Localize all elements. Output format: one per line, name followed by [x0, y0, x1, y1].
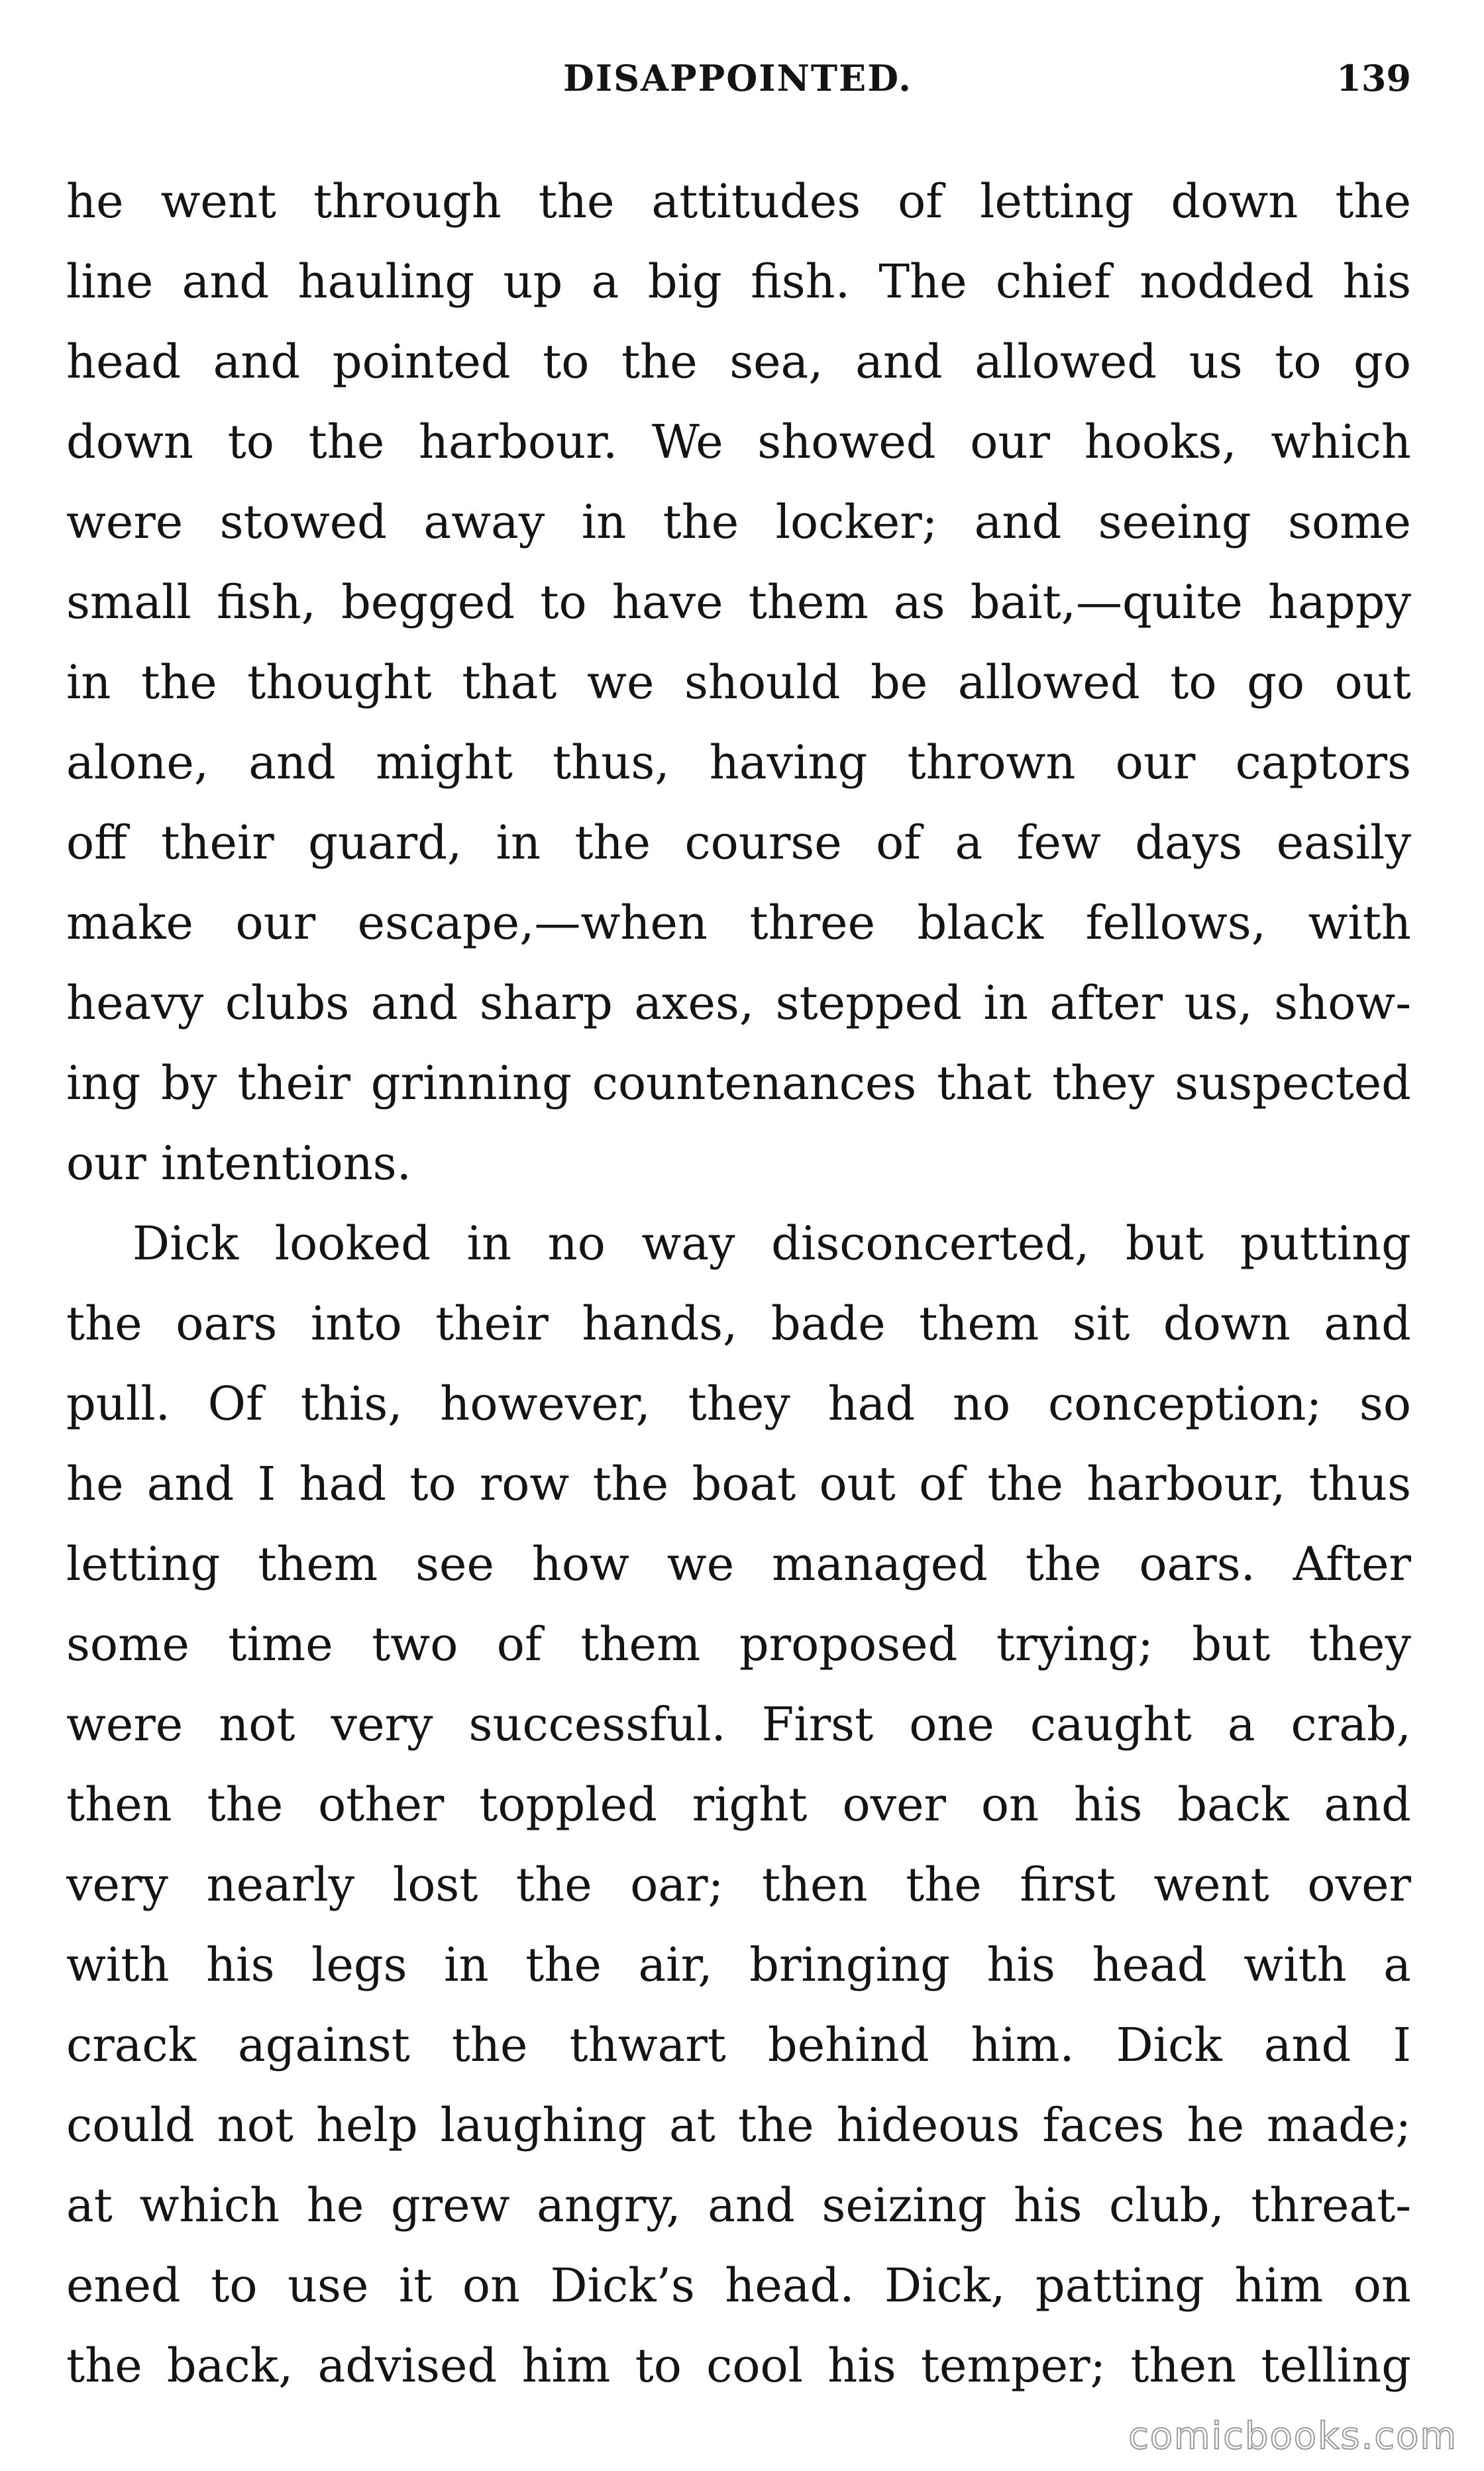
text-line: he and I had to row the boat out of the harbour, thus — [66, 1457, 1411, 1511]
text-line: off their guard, in the course of a few days easily — [66, 815, 1411, 870]
text-line: ened to use it on Dick’s head. Dick, patting him on — [66, 2258, 1411, 2313]
text-line: were stowed away in the locker; and seeing some — [66, 495, 1411, 549]
text-line: at which he grew angry, and seizing his club, threat- — [66, 2178, 1411, 2233]
text-line: the oars into their hands, bade them sit down and — [66, 1296, 1411, 1351]
text-line: small fish, begged to have them as bait,—quite happy — [66, 575, 1411, 629]
text-line: could not help laughing at the hideous faces he made; — [66, 2098, 1411, 2152]
text-line: heavy clubs and sharp axes, stepped in after us, show- — [66, 976, 1411, 1030]
text-line: letting them see how we managed the oars. After — [66, 1537, 1411, 1591]
text-line: with his legs in the air, bringing his head with a — [66, 1938, 1411, 1992]
text-line: pull. Of this, however, they had no conception; so — [66, 1377, 1411, 1431]
text-line: the back, advised him to cool his temper; then telling — [66, 2339, 1411, 2393]
text-line: make our escape,—when three black fellows, with — [66, 896, 1411, 950]
watermark-logo: comicbooks.com — [1128, 2415, 1458, 2458]
text-line: our intentions. — [66, 1136, 411, 1190]
text-line: he went through the attitudes of letting down the — [66, 174, 1411, 229]
page-number: 139 — [1336, 57, 1411, 99]
body-text — [66, 162, 1411, 2406]
text-line: were not very successful. First one caught a crab, — [66, 1697, 1411, 1752]
text-line: in the thought that we should be allowed to go out — [66, 655, 1411, 710]
text-line: then the other toppled right over on his back and — [66, 1777, 1411, 1832]
text-line: Dick looked in no way disconcerted, but putting — [132, 1216, 1411, 1271]
text-line: ing by their grinning countenances that they suspected — [66, 1056, 1411, 1110]
text-line: down to the harbour. We showed our hooks, which — [66, 415, 1411, 469]
text-line: crack against the thwart behind him. Dick and I — [66, 2018, 1411, 2072]
running-title: DISAPPOINTED. — [563, 57, 912, 99]
text-line: some time two of them proposed trying; but they — [66, 1617, 1411, 1671]
text-line: very nearly lost the oar; then the first went over — [66, 1858, 1411, 1912]
paragraph-1 — [66, 162, 1411, 1204]
text-line: alone, and might thus, having thrown our captors — [66, 735, 1411, 790]
text-line: head and pointed to the sea, and allowed us to go — [66, 335, 1411, 389]
text-line: line and hauling up a big fish. The chief nodded his — [66, 254, 1411, 309]
page-header — [0, 52, 1484, 105]
paragraph-2 — [66, 1204, 1411, 2406]
